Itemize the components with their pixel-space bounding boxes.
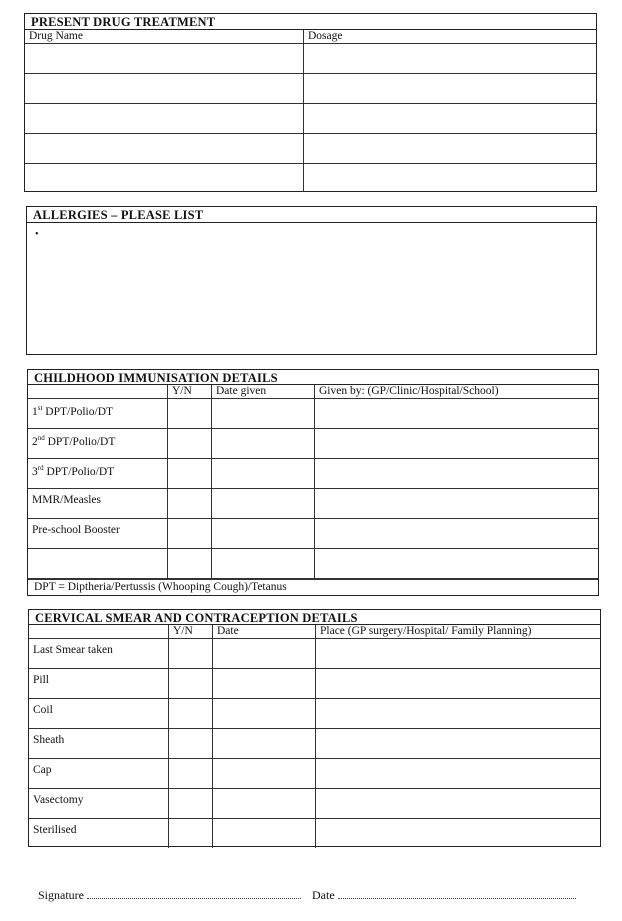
given-by-cell[interactable]	[315, 549, 599, 579]
date-label: Date	[312, 888, 335, 902]
given-by-header: Given by: (GP/Clinic/Hospital/School)	[315, 385, 599, 399]
given-by-cell[interactable]	[315, 459, 599, 489]
dosage-cell[interactable]	[304, 104, 597, 134]
date-cell[interactable]	[213, 639, 316, 669]
immunisation-section	[27, 369, 599, 596]
date-cell[interactable]	[212, 489, 315, 519]
date-cell[interactable]	[212, 459, 315, 489]
date-header: Date	[213, 625, 316, 639]
immunisation-row-label	[28, 549, 168, 579]
drug-name-cell[interactable]	[25, 164, 304, 193]
immunisation-table	[28, 385, 598, 579]
dosage-cell[interactable]	[304, 74, 597, 104]
given-by-cell[interactable]	[315, 399, 599, 429]
bullet-mark: •	[35, 229, 39, 240]
allergies-text-area[interactable]	[27, 223, 596, 354]
cervical-row-label: Cap	[29, 759, 169, 789]
immunisation-row-label: MMR/Measles	[28, 489, 168, 519]
allergies-section	[26, 206, 597, 355]
immunisation-row-label: 3rd DPT/Polio/DT	[28, 459, 168, 489]
signature-label: Signature	[38, 888, 84, 902]
cervical-table	[29, 625, 600, 848]
date-dots	[338, 888, 576, 899]
immunisation-row-label: 2nd DPT/Polio/DT	[28, 429, 168, 459]
dosage-cell[interactable]	[304, 134, 597, 164]
yn-cell[interactable]	[168, 399, 212, 429]
date-cell[interactable]	[212, 399, 315, 429]
immunisation-title: CHILDHOOD IMMUNISATION DETAILS	[28, 370, 598, 385]
signature-dots	[87, 888, 301, 899]
date-cell[interactable]	[213, 789, 316, 819]
yn-cell[interactable]	[169, 819, 213, 849]
date-given-header: Date given	[212, 385, 315, 399]
yn-cell[interactable]	[168, 489, 212, 519]
place-cell[interactable]	[316, 699, 601, 729]
cervical-row-label: Sterilised	[29, 819, 169, 849]
yn-cell[interactable]	[168, 459, 212, 489]
place-cell[interactable]	[316, 759, 601, 789]
cervical-row-label: Last Smear taken	[29, 639, 169, 669]
cervical-row-label: Vasectomy	[29, 789, 169, 819]
date-line[interactable]	[312, 888, 576, 903]
date-cell[interactable]	[213, 819, 316, 849]
given-by-cell[interactable]	[315, 519, 599, 549]
place-cell[interactable]	[316, 669, 601, 699]
given-by-cell[interactable]	[315, 429, 599, 459]
place-header: Place (GP surgery/Hospital/ Family Planning)	[316, 625, 601, 639]
cervical-row-label: Pill	[29, 669, 169, 699]
yn-cell[interactable]	[168, 519, 212, 549]
dosage-cell[interactable]	[304, 164, 597, 193]
drug-name-cell[interactable]	[25, 74, 304, 104]
date-cell[interactable]	[212, 519, 315, 549]
date-cell[interactable]	[213, 759, 316, 789]
immunisation-row-label: 1st DPT/Polio/DT	[28, 399, 168, 429]
yn-cell[interactable]	[169, 699, 213, 729]
cervical-row-label: Sheath	[29, 729, 169, 759]
yn-cell[interactable]	[169, 789, 213, 819]
date-cell[interactable]	[213, 699, 316, 729]
yn-cell[interactable]	[168, 429, 212, 459]
given-by-cell[interactable]	[315, 489, 599, 519]
yn-header: Y/N	[169, 625, 213, 639]
signature-line[interactable]	[38, 888, 301, 903]
drug-treatment-table	[25, 30, 596, 192]
yn-cell[interactable]	[169, 639, 213, 669]
allergies-title: ALLERGIES – PLEASE LIST	[27, 207, 596, 223]
cervical-section	[28, 609, 601, 847]
place-cell[interactable]	[316, 639, 601, 669]
yn-header: Y/N	[168, 385, 212, 399]
date-cell[interactable]	[213, 729, 316, 759]
drug-treatment-section	[24, 13, 597, 192]
yn-cell[interactable]	[169, 729, 213, 759]
drug-name-header: Drug Name	[25, 30, 304, 44]
dosage-cell[interactable]	[304, 44, 597, 74]
yn-cell[interactable]	[168, 549, 212, 579]
cervical-title: CERVICAL SMEAR AND CONTRACEPTION DETAILS	[29, 610, 600, 625]
place-cell[interactable]	[316, 789, 601, 819]
immunisation-row-label: Pre-school Booster	[28, 519, 168, 549]
dosage-header: Dosage	[304, 30, 597, 44]
dpt-footnote: DPT = Diptheria/Pertussis (Whooping Cough)/Tetanus	[28, 579, 598, 595]
date-cell[interactable]	[212, 549, 315, 579]
date-cell[interactable]	[212, 429, 315, 459]
drug-name-cell[interactable]	[25, 134, 304, 164]
yn-cell[interactable]	[169, 759, 213, 789]
cervical-row-label: Coil	[29, 699, 169, 729]
place-cell[interactable]	[316, 819, 601, 849]
drug-name-cell[interactable]	[25, 104, 304, 134]
drug-name-cell[interactable]	[25, 44, 304, 74]
drug-treatment-title: PRESENT DRUG TREATMENT	[25, 14, 596, 30]
date-cell[interactable]	[213, 669, 316, 699]
place-cell[interactable]	[316, 729, 601, 759]
yn-cell[interactable]	[169, 669, 213, 699]
